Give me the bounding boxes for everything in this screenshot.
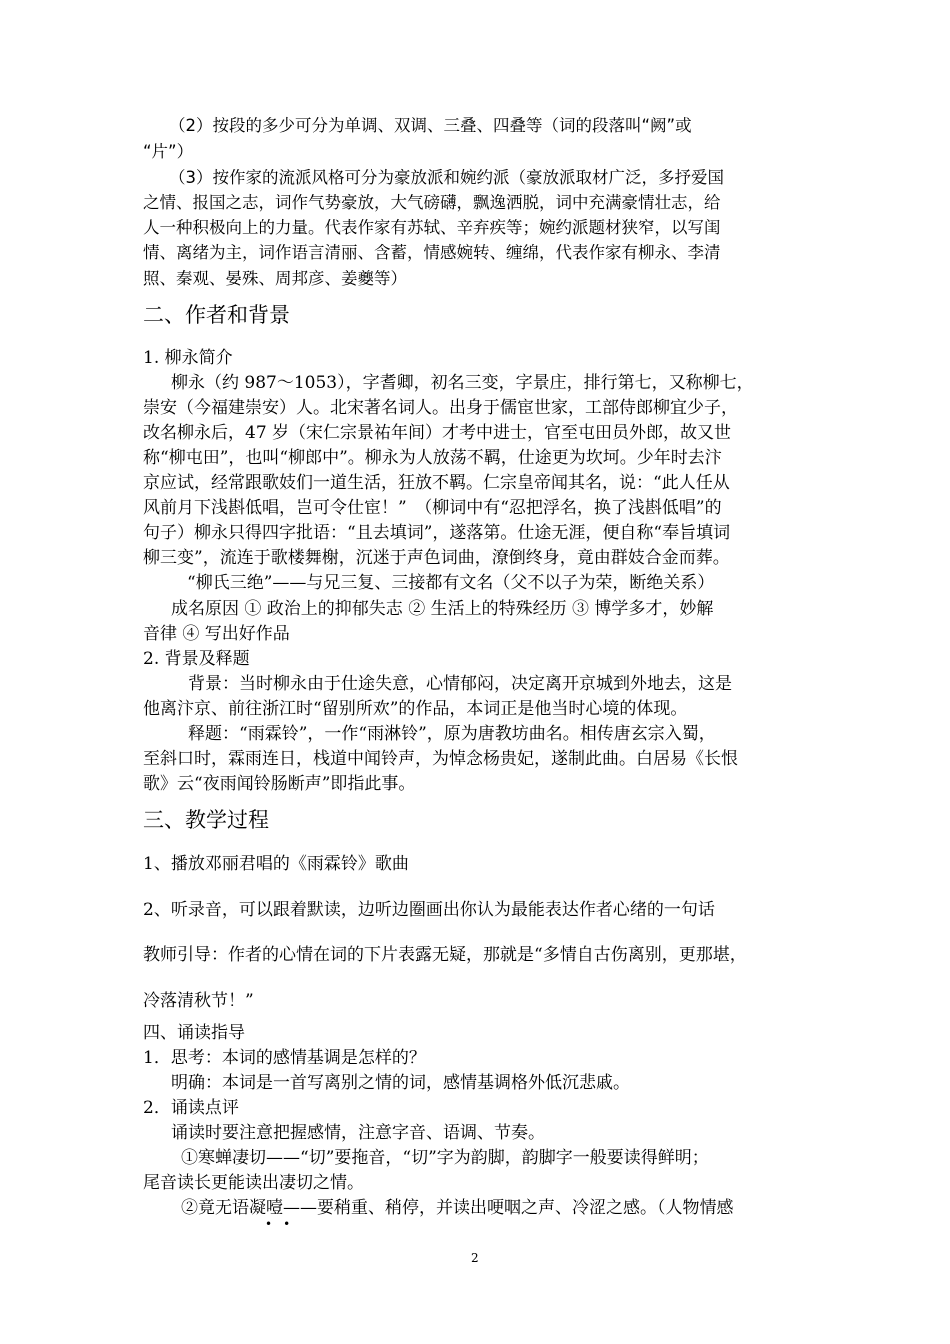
text-line: 1、播放邓丽君唱的《雨霖铃》歌曲 <box>143 854 409 874</box>
text-line: 冷落清秋节！” <box>143 991 254 1011</box>
text-line: 成名原因 ① 政治上的抑郁失志 ② 生活上的特殊经历 ③ 博学多才，妙解 <box>171 599 714 619</box>
text-line: 风前月下浅斟低唱，岂可令仕宦！” （柳词中有“忍把浮名，换了浅斟低唱”的 <box>143 498 722 518</box>
section-heading: 二、作者和背景 <box>143 303 290 327</box>
text-line: “柳氏三绝”——与兄三复、三接都有文名（父不以子为荣，断绝关系） <box>187 573 715 593</box>
text-line: 改名柳永后，47 岁（宋仁宗景祐年间）才考中进士，官至屯田员外郎，故又世 <box>143 423 732 443</box>
text-line: 称“柳屯田”，也叫“柳郎中”。柳永为人放荡不羁，仕途更为坎坷。少年时去汴 <box>143 448 722 468</box>
text-line: 背景：当时柳永由于仕途失意，心情郁闷，决定离开京城到外地去，这是 <box>188 674 732 694</box>
text-line: 照、秦观、晏殊、周邦彦、姜夔等） <box>143 269 407 288</box>
text-line: 他离汴京、前往浙江时“留别所欢”的作品，本词正是他当时心境的体现。 <box>143 699 688 719</box>
text-line: 尾音读长更能读出凄切之情。 <box>143 1173 364 1193</box>
text-line: 明确：本词是一首写离别之情的词，感情基调格外低沉悲戚。 <box>171 1073 630 1093</box>
text-line: ②竟无语凝噎——要稍重、稍停，并读出哽咽之声、冷涩之感。（人物情感 <box>181 1198 734 1218</box>
subheading: 2. 背景及释题 <box>143 649 250 669</box>
text-line: 之情、报国之志，词作气势豪放，大气磅礴，飘逸洒脱，词中充满豪情壮志，给 <box>143 193 721 212</box>
text-line: ①寒蝉凄切——“切”要拖音，“切”字为韵脚，韵脚字一般要读得鲜明； <box>181 1148 709 1168</box>
emphasis-dots: •• <box>265 1217 302 1231</box>
text-line: （3）按作家的流派风格可分为豪放派和婉约派（豪放派取材广泛，多抒爱国 <box>169 168 724 187</box>
text-line: 京应试，经常跟歌妓们一道生活，狂放不羁。仁宗皇帝闻其名，说：“此人任从 <box>143 473 730 493</box>
section-heading: 四、诵读指导 <box>143 1023 245 1043</box>
text-line: 音律 ④ 写出好作品 <box>143 624 290 644</box>
text-line: 人一种积极向上的力量。代表作家有苏轼、辛弃疾等；婉约派题材狭窄，以写闺 <box>143 218 721 237</box>
text-line: （2）按段的多少可分为单调、双调、三叠、四叠等（词的段落叫“阙”或 <box>169 116 692 135</box>
text-line: 2、听录音，可以跟着默读，边听边圈画出你认为最能表达作者心绪的一句话 <box>143 900 715 920</box>
text-line: 崇安（今福建崇安）人。北宋著名词人。出身于儒宦世家，工部侍郎柳宜少子， <box>143 398 738 418</box>
text-line: 诵读时要注意把握感情，注意字音、语调、节奏。 <box>171 1123 545 1143</box>
text-line: 柳三变”，流连于歌楼舞榭，沉迷于声色词曲，潦倒终身，竟由群妓合金而葬。 <box>143 548 730 568</box>
text-line: 柳永（约 987～1053），字耆卿，初名三变，字景庄，排行第七，又称柳七， <box>171 373 754 393</box>
text-line: “片”） <box>143 142 194 161</box>
section-heading: 三、教学过程 <box>143 808 269 832</box>
text-line: 句子）柳永只得四字批语：“且去填词”，遂落第。仕途无涯，便自称“奉旨填词 <box>143 523 731 543</box>
text-line: 教师引导：作者的心情在词的下片表露无疑，那就是“多情自古伤离别，更那堪， <box>143 945 747 965</box>
text-line: 情、离绪为主，词作语言清丽、含蓄，情感婉转、缠绵，代表作家有柳永、李清 <box>143 243 721 262</box>
text-line: 至斜口时，霖雨连日，栈道中闻铃声，为悼念杨贵妃，遂制此曲。白居易《长恨 <box>143 749 738 769</box>
text-line: 释题：“雨霖铃”，一作“雨淋铃”，原为唐教坊曲名。相传唐玄宗入蜀， <box>188 724 716 744</box>
page-number: 2 <box>471 1251 479 1265</box>
subheading: 1. 柳永简介 <box>143 348 233 368</box>
text-line: 1．思考：本词的感情基调是怎样的？ <box>143 1048 426 1068</box>
text-line: 2．诵读点评 <box>143 1098 239 1118</box>
text-line: 歌》云“夜雨闻铃肠断声”即指此事。 <box>143 774 416 794</box>
